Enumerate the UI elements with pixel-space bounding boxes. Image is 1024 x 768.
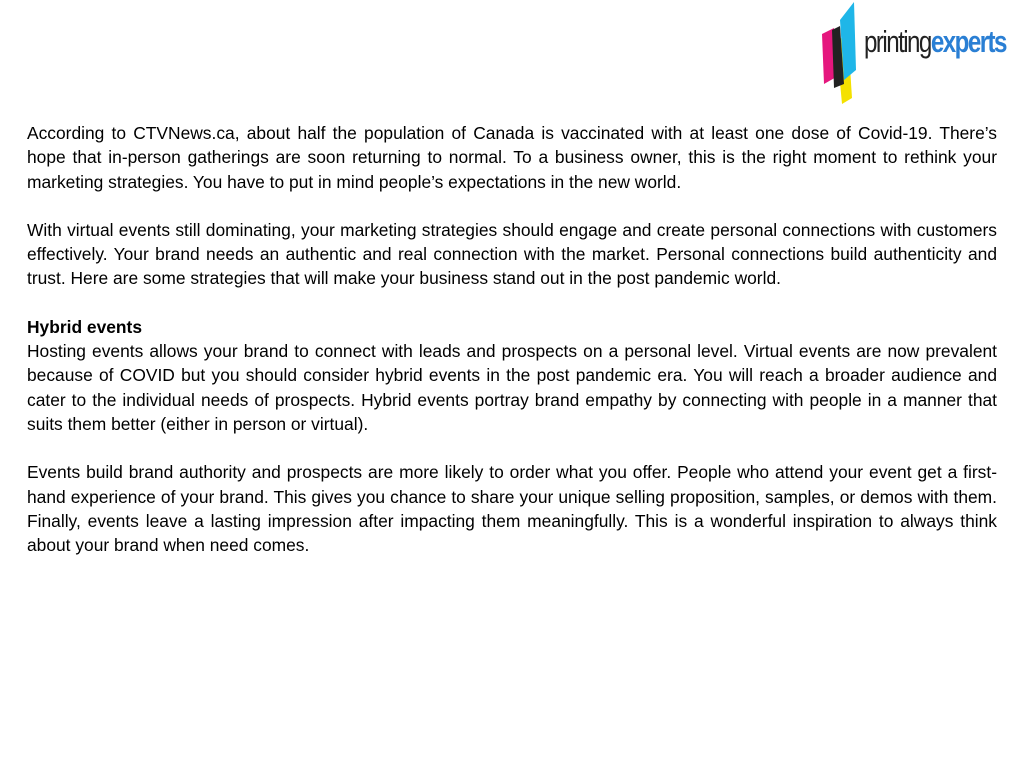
logo-wordmark <box>864 26 1006 57</box>
logo-word-printing: printing <box>864 24 931 59</box>
printingexperts-logo <box>818 0 1008 106</box>
logo-word-experts: experts <box>930 24 1006 59</box>
section-heading-hybrid-events: Hybrid events <box>27 316 143 337</box>
logo-mark-icon <box>818 0 864 106</box>
section-paragraph-1: Hosting events allows your brand to connect with leads and prospects on a personal level. Virtual events are now prevalent because of COVID but you should consider hybrid events in the post pandemic era. You will reach a broader audience and cater to the individual needs of prospects. Hybrid events portray brand empathy by connecting with people in a manner that suits them better (either in person or virtual). <box>27 341 997 434</box>
intro-paragraph-1: According to CTVNews.ca, about half the population of Canada is vaccinated with at least one dose of Covid-19. There’s hope that in-person gatherings are soon returning to normal. To a business owner, this is the right moment to rethink your marketing strategies. You have to put in mind people’s expectations in the new world. <box>27 123 997 192</box>
section-paragraph-2: Events build brand authority and prospects are more likely to order what you offer. People who attend your event get a first-hand experience of your brand. This gives you chance to share your unique selling proposition, samples, or demos with them. Finally, events leave a lasting impression after impacting them meaningfully. This is a wonderful inspiration to always think about your brand when need comes. <box>27 462 997 556</box>
intro-paragraph-2: With virtual events still dominating, your marketing strategies should engage and create personal connections with customers effectively. Your brand needs an authentic and real connection with the market. Personal connections build authenticity and trust. Here are some strategies that will make your business stand out in the post pandemic world. <box>27 219 997 289</box>
article-body <box>27 121 997 581</box>
